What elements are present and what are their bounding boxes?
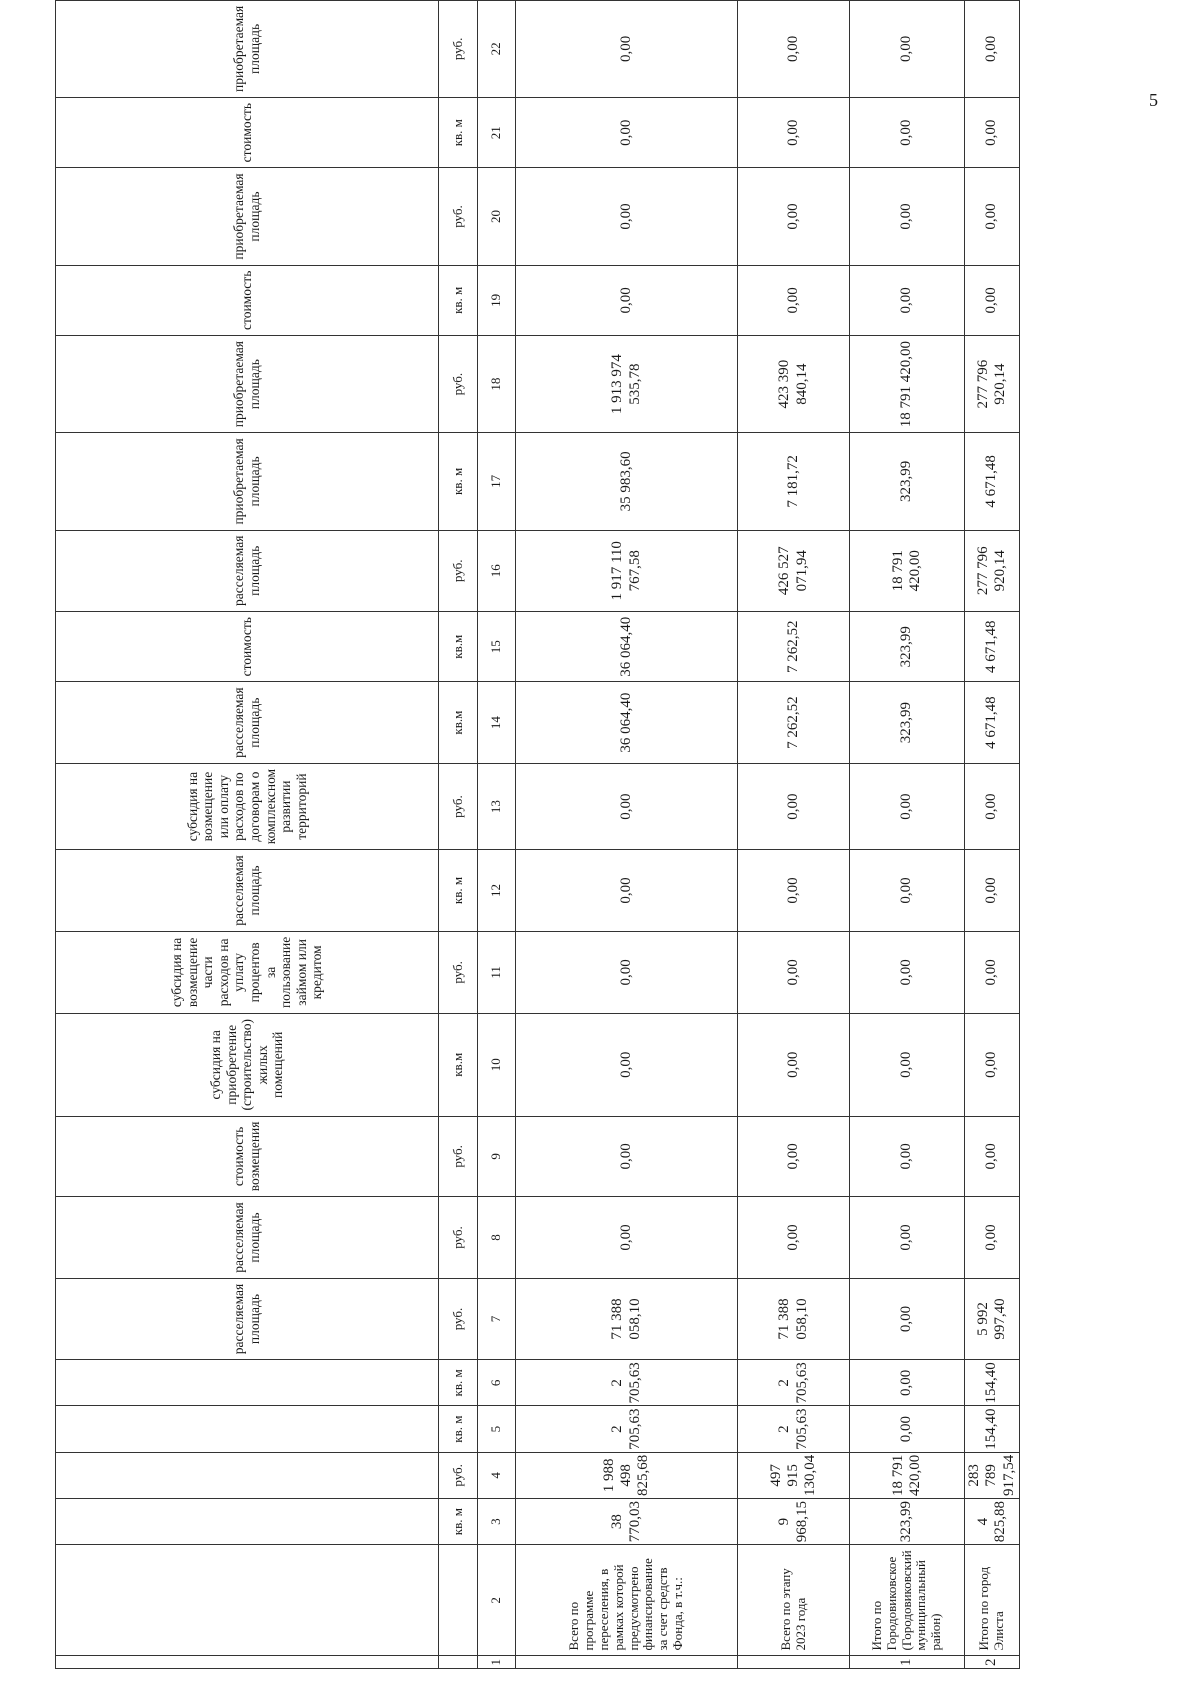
value-cell: 283 789 917,54 [965,1452,1020,1498]
unit-cell: кв. м [439,1360,478,1406]
value-cell: 2 705,63 [738,1360,850,1406]
value-cell: 323,99 [850,433,965,530]
column-number: 16 [478,530,516,611]
row-index [516,1656,738,1669]
column-header: приобретаемая площадь [56,0,439,97]
value-cell: 7 262,52 [738,682,850,763]
value-cell: 0,00 [738,1014,850,1116]
value-cell: 0,00 [738,763,850,849]
value-cell: 0,00 [738,850,850,931]
value-cell: 0,00 [516,931,738,1013]
value-cell: 323,99 [850,682,965,763]
header-cell [56,1656,439,1669]
value-cell: 497 915 130,04 [738,1452,850,1498]
value-cell: 0,00 [516,168,738,265]
unit-cell: руб. [439,763,478,849]
unit-cell: руб. [439,1116,478,1197]
value-cell: 0,00 [850,1278,965,1359]
value-cell: 2 705,63 [516,1360,738,1406]
column-header [56,1406,439,1452]
table-row [738,0,850,1669]
value-cell: 0,00 [738,168,850,265]
value-cell: 0,00 [738,0,850,97]
value-cell: 0,00 [850,931,965,1013]
unit-cell [439,1656,478,1669]
column-number: 4 [478,1452,516,1498]
unit-cell [439,1545,478,1656]
value-cell: 426 527 071,94 [738,530,850,611]
value-cell: 18 791 420,00 [850,336,965,433]
unit-cell: кв.м [439,612,478,682]
column-number: 9 [478,1116,516,1197]
value-cell: 0,00 [850,1116,965,1197]
value-cell: 154,40 [965,1406,1020,1452]
value-cell: 0,00 [850,1197,965,1278]
column-header: расселяемая площадь [56,850,439,931]
value-cell: 0,00 [516,1116,738,1197]
value-cell: 0,00 [850,1360,965,1406]
row-name: Всего по программе переселения, в рамках которой предусмотрено финансирование за счет средств Фонда, в т.ч.: [516,1545,738,1656]
column-number: 5 [478,1406,516,1452]
column-number: 14 [478,682,516,763]
value-cell: 277 796 920,14 [965,336,1020,433]
value-cell: 0,00 [516,265,738,335]
value-cell: 1 988 498 825,68 [516,1452,738,1498]
column-header [56,1360,439,1406]
unit-cell: кв. м [439,265,478,335]
row-name: Итого по Городовиковское (Городовиковский муниципальный район) [850,1545,965,1656]
value-cell: 0,00 [516,1014,738,1116]
value-cell: 36 064,40 [516,612,738,682]
value-cell: 18 791 420,00 [850,1452,965,1498]
unit-cell: кв.м [439,1014,478,1116]
value-cell: 0,00 [850,1406,965,1452]
unit-cell: руб. [439,530,478,611]
value-cell: 38 770,03 [516,1499,738,1545]
value-cell: 7 181,72 [738,433,850,530]
value-cell: 0,00 [965,168,1020,265]
unit-cell: кв. м [439,433,478,530]
column-header: приобретаемая площадь [56,168,439,265]
value-cell: 0,00 [965,98,1020,168]
column-header: стоимость [56,265,439,335]
value-cell: 277 796 920,14 [965,530,1020,611]
value-cell: 1 917 110 767,58 [516,530,738,611]
unit-cell: руб. [439,1197,478,1278]
column-number: 7 [478,1278,516,1359]
value-cell: 0,00 [850,265,965,335]
units-row [439,0,478,1669]
value-cell [850,0,965,97]
value-cell: 0,00 [738,1197,850,1278]
value-cell: 0,00 [965,0,1020,97]
value-cell: 4 825,88 [965,1499,1020,1545]
relocation-program-table [55,0,1020,1669]
column-number: 11 [478,931,516,1013]
value-cell: 0,00 [738,265,850,335]
header-cell [56,1499,439,1545]
value-cell: 0,00 [850,168,965,265]
column-number: 8 [478,1197,516,1278]
column-header: стоимость возмещения [56,1116,439,1197]
row-name: Всего по этапу 2023 года [738,1545,850,1656]
column-header: субсидия на приобретение (строительство) жилых помещений [56,1014,439,1116]
value-cell: 0,00 [965,1116,1020,1197]
column-header: стоимость [56,98,439,168]
value-cell: 4 671,48 [965,433,1020,530]
value-cell: 4 671,48 [965,682,1020,763]
unit-cell: кв. м [439,1499,478,1545]
value-cell: 0,00 [738,931,850,1013]
value-cell: 0,00 [516,0,738,97]
value-cell: 0,00 [850,763,965,849]
unit-cell: кв.м [439,682,478,763]
column-number: 13 [478,763,516,849]
table-row [965,0,1020,1669]
row-index: 2 [965,1656,1020,1669]
value-cell: 18 791 420,00 [850,530,965,611]
value-cell: 0,00 [965,763,1020,849]
value-cell: 0,00 [850,850,965,931]
table-row [850,0,965,1669]
value-cell: 0,00 [965,265,1020,335]
row-index: 1 [850,1656,965,1669]
value-cell: 0,00 [965,1014,1020,1116]
header-cell [56,1545,439,1656]
value-cell: 323,99 [850,1499,965,1545]
row-index [738,1656,850,1669]
column-number: 18 [478,336,516,433]
value-cell: 7 262,52 [738,612,850,682]
unit-cell: кв. м [439,98,478,168]
value-cell: 0,00 [965,1197,1020,1278]
value-cell: 154,40 [965,1360,1020,1406]
column-number: 15 [478,612,516,682]
value-cell: 323,99 [850,612,965,682]
value-cell: 5 992 997,40 [965,1278,1020,1359]
value-cell: 0,00 [850,1014,965,1116]
column-number: 21 [478,98,516,168]
value-cell: 0,00 [738,1116,850,1197]
unit-cell: кв. м [439,850,478,931]
column-header: стоимость [56,612,439,682]
column-number: 20 [478,168,516,265]
column-header: расселяемая площадь [56,530,439,611]
column-header: субсидия на возмещение или оплату расходов по договорам о комплексном развитии территорий [56,763,439,849]
value-cell: 0,00 [965,850,1020,931]
column-header: приобретаемая площадь [56,336,439,433]
value-cell: 0,00 [516,850,738,931]
column-header: расселяемая площадь [56,1197,439,1278]
value-cell: 2 705,63 [516,1406,738,1452]
column-number-row [478,0,516,1669]
column-number: 1 [478,1656,516,1669]
column-header: расселяемая площадь [56,1278,439,1359]
table-row [516,0,738,1669]
unit-cell: кв. м [439,1406,478,1452]
value-cell: 71 388 058,10 [516,1278,738,1359]
column-number: 6 [478,1360,516,1406]
header-row [56,0,439,1669]
value-cell: 71 388 058,10 [738,1278,850,1359]
unit-cell: руб. [439,931,478,1013]
column-number: 22 [478,0,516,97]
value-cell: 2 705,63 [738,1406,850,1452]
value-cell: 0,00 [516,763,738,849]
column-header: субсидия на возмещение части расходов на уплату процентов за пользование займом или кредитом [56,931,439,1013]
column-number: 3 [478,1499,516,1545]
value-cell: 35 983,60 [516,433,738,530]
column-header: расселяемая площадь [56,682,439,763]
value-cell: 0,00 [738,98,850,168]
unit-cell: руб. [439,1452,478,1498]
column-number: 2 [478,1545,516,1656]
value-cell: 0,00 [516,1197,738,1278]
unit-cell: руб. [439,0,478,97]
unit-cell: руб. [439,1278,478,1359]
header-cell [56,1452,439,1498]
value-cell: 9 968,15 [738,1499,850,1545]
unit-cell: руб. [439,336,478,433]
column-number: 19 [478,265,516,335]
column-number: 17 [478,433,516,530]
column-number: 12 [478,850,516,931]
value-cell: 1 913 974 535,78 [516,336,738,433]
unit-cell: руб. [439,168,478,265]
value-cell: 0,00 [965,931,1020,1013]
value-cell: 4 671,48 [965,612,1020,682]
value-cell: 36 064,40 [516,682,738,763]
column-header: приобретаемая площадь [56,433,439,530]
value-cell: 0,00 [850,98,965,168]
column-number: 10 [478,1014,516,1116]
value-cell: 0,00 [516,98,738,168]
row-name: Итого по город Элиста [965,1545,1020,1656]
value-cell: 423 390 840,14 [738,336,850,433]
page-number: 5 [1149,90,1158,110]
